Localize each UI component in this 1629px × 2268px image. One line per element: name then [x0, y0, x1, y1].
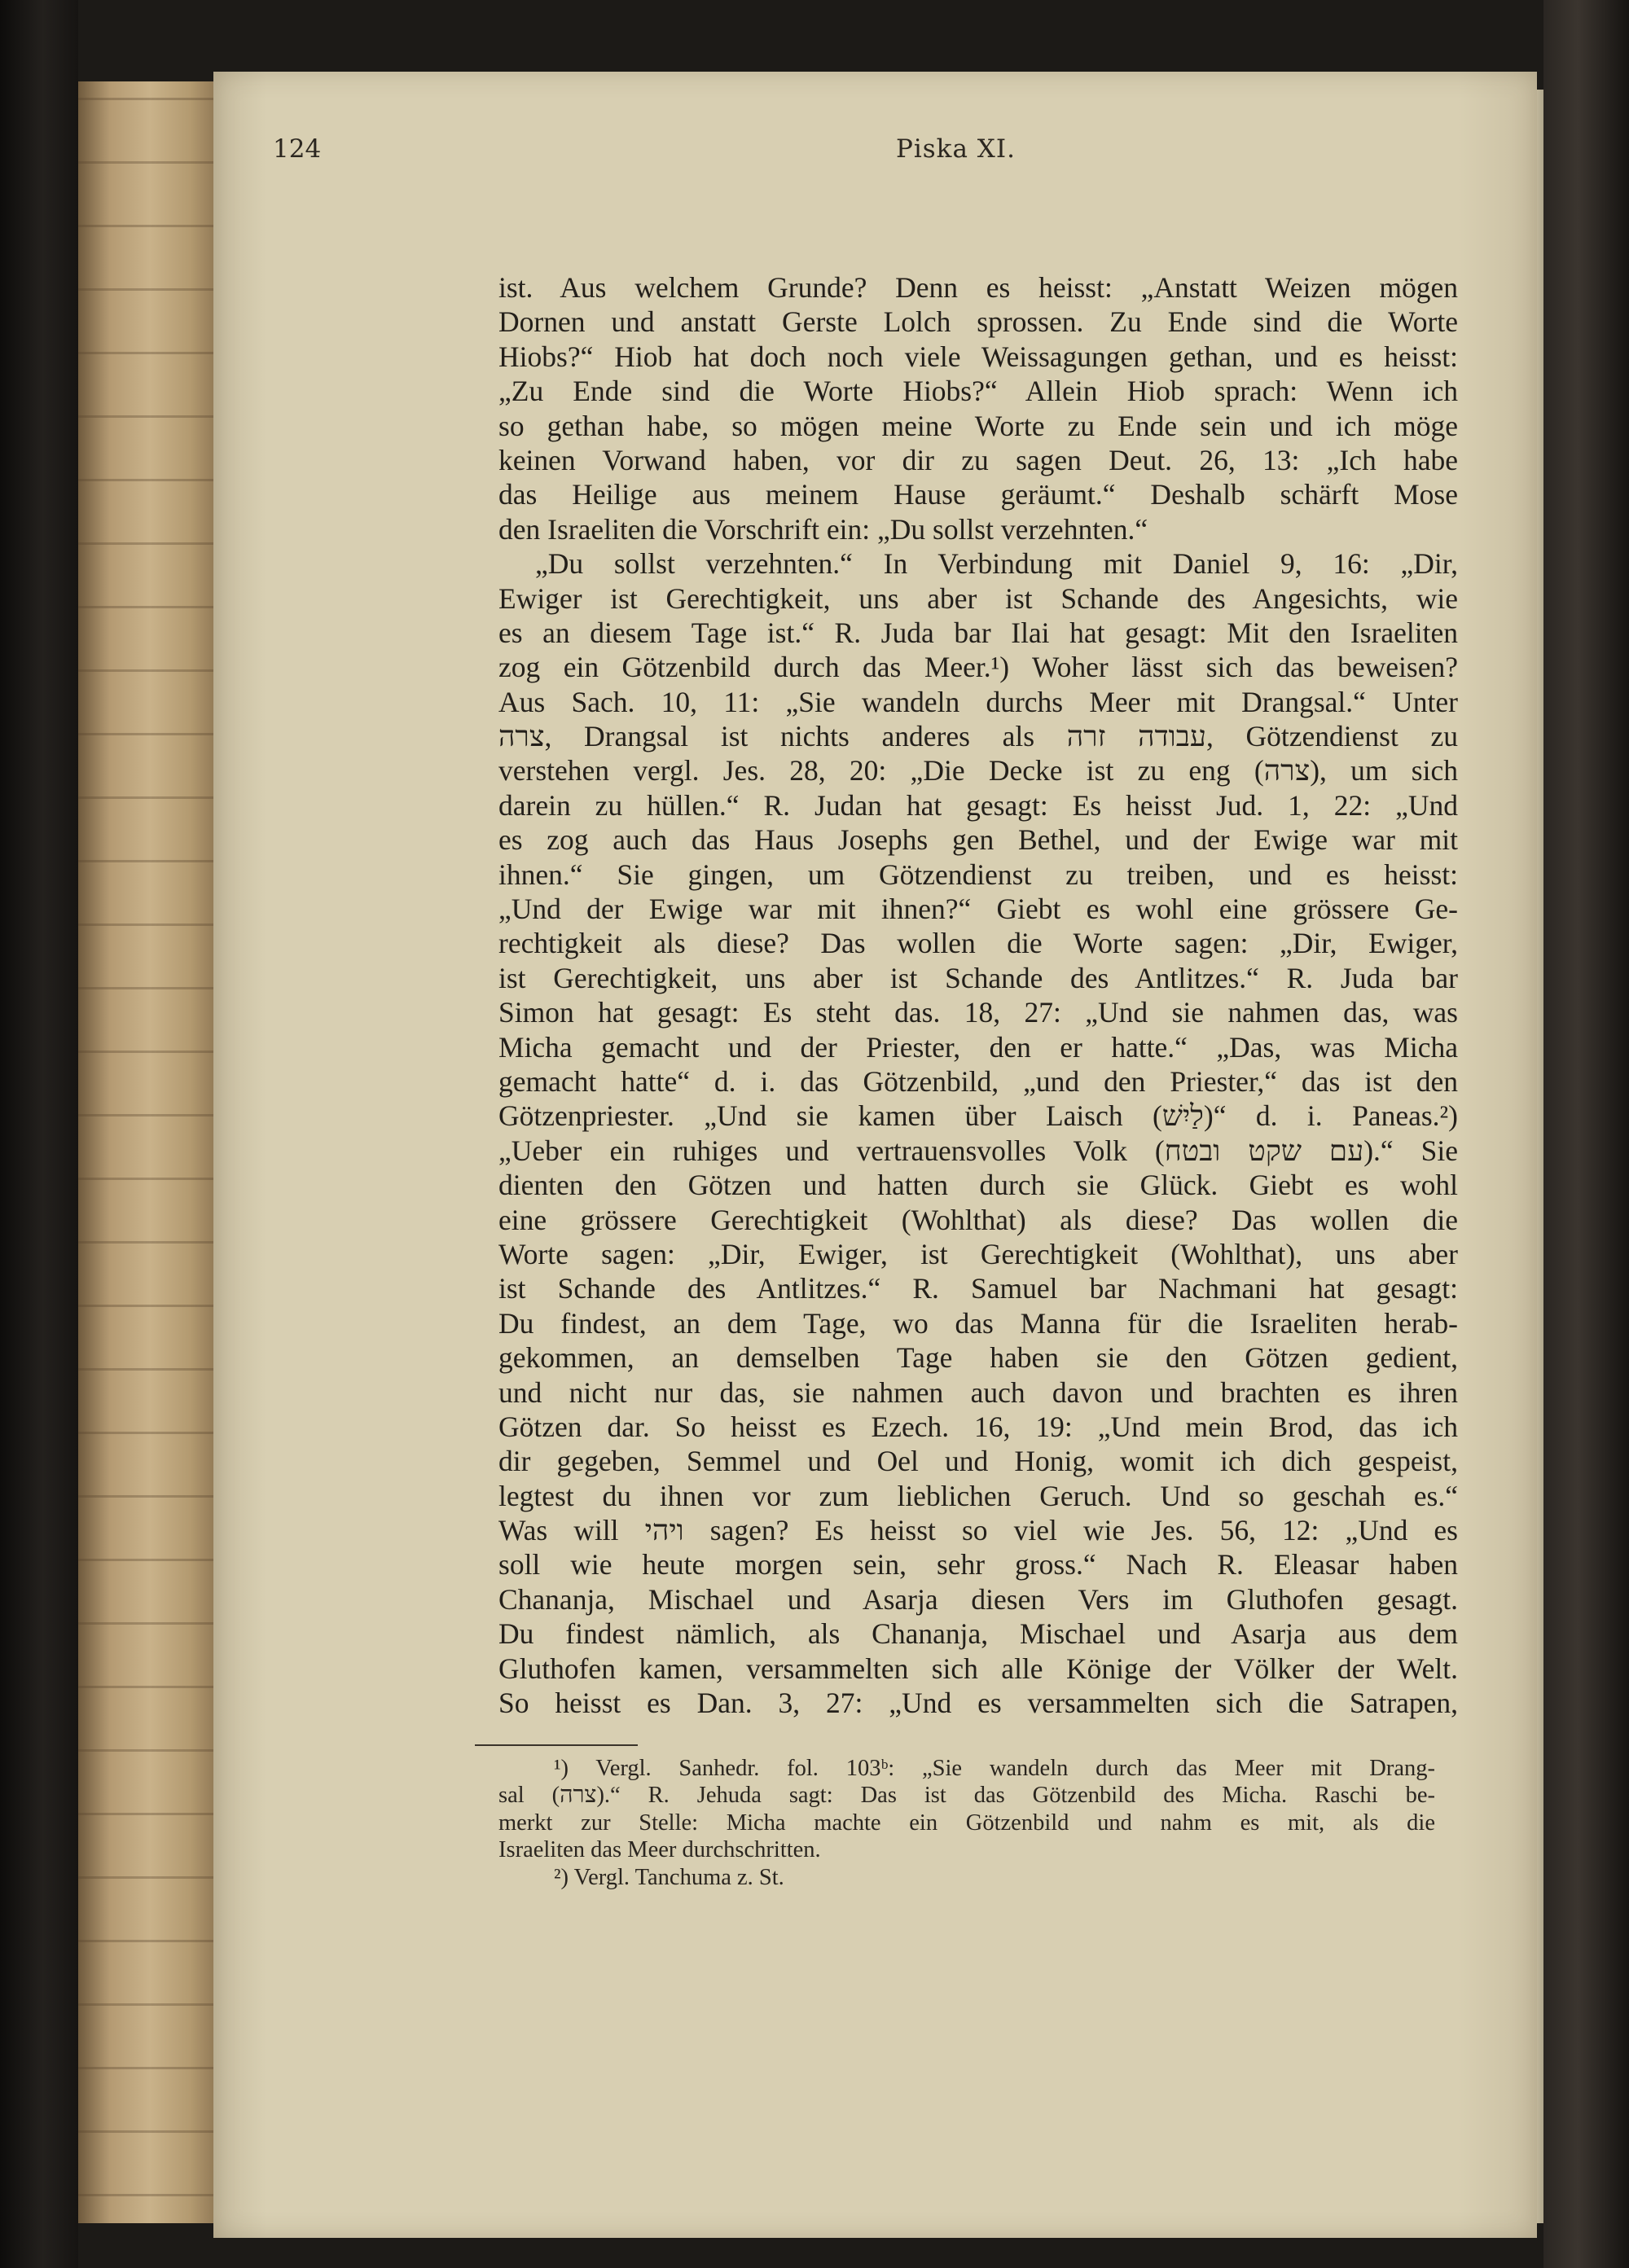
text-line: Dornen und anstatt Gerste Lolch sprossen. Zu Ende sind die Worte	[498, 305, 1458, 339]
text-line: „Und der Ewige war mit ihnen?“ Giebt es wohl eine grössere Ge-	[498, 893, 1458, 926]
text-line: Götzenpriester. „Und sie kamen über Laisch (לַיִשׁ)“ d. i. Paneas.²)	[498, 1099, 1458, 1133]
page-edge-stripe	[78, 860, 222, 862]
footnote-line: merkt zur Stelle: Micha machte ein Götzenbild und nahm es mit, als die	[498, 1810, 1435, 1836]
page-edge-stripe	[78, 2130, 222, 2133]
footnote-line: sal (צרה).“ R. Jehuda sagt: Das ist das Götzenbild des Micha. Raschi be-	[498, 1783, 1435, 1809]
text-line: Götzen dar. So heisst es Ezech. 16, 19: „Und mein Brod, das ich	[498, 1410, 1458, 1443]
page-edge-stripe	[78, 542, 222, 545]
text-line: „Du sollst verzehnten.“ In Verbindung mit Daniel 9, 16: „Dir,	[535, 547, 1458, 581]
page-edge-stripe	[78, 669, 222, 672]
page-edge-stripe	[78, 1305, 222, 1307]
page-edge-stripe	[78, 1051, 222, 1053]
footnote-line: ¹) Vergl. Sanhedr. fol. 103ᵇ: „Sie wandeln durch das Meer mit Drang-	[554, 1756, 1435, 1781]
text-line: צרה, Drangsal ist nichts anderes als עבודה זרה, Götzendienst zu	[498, 720, 1458, 753]
page-edge-stripe	[78, 1368, 222, 1371]
page-number: 124	[273, 134, 322, 164]
page-edge-stripe	[78, 161, 222, 164]
text-line: soll wie heute morgen sein, sehr gross.“ Nach R. Eleasar haben	[498, 1548, 1458, 1581]
page-edges	[78, 81, 222, 2223]
page-edge-stripe	[78, 1749, 222, 1752]
page-edge-stripe	[78, 1495, 222, 1498]
text-line: das Heilige aus meinem Hause geräumt.“ Deshalb schärft Mose	[498, 478, 1458, 511]
text-line: ist Schande des Antlitzes.“ R. Samuel bar Nachmani hat gesagt:	[498, 1272, 1458, 1305]
text-line: Gluthofen kamen, versammelten sich alle Könige der Völker der Welt.	[498, 1652, 1458, 1685]
page-edge-stripe	[78, 352, 222, 354]
text-line: keinen Vorwand haben, vor dir zu sagen Deut. 26, 13: „Ich habe	[498, 443, 1458, 476]
text-line: dir gegeben, Semmel und Oel und Honig, womit ich dich gespeist,	[498, 1445, 1458, 1478]
text-line: Worte sagen: „Dir, Ewiger, ist Gerechtigkeit (Wohlthat), uns aber	[498, 1237, 1458, 1270]
text-line: es an diesem Tage ist.“ R. Juda bar Ilai hat gesagt: Mit den Israeliten	[498, 616, 1458, 649]
footnotes	[498, 1755, 1435, 1891]
body-text	[498, 270, 1458, 1720]
page-edge-stripe	[78, 479, 222, 481]
text-line: Hiobs?“ Hiob hat doch noch viele Weissagungen gethan, und es heisst:	[498, 340, 1458, 373]
page-edge-stripe	[78, 2194, 222, 2196]
page-edge-stripe	[78, 1432, 222, 1434]
text-line: So heisst es Dan. 3, 27: „Und es versammelten sich die Satrapen,	[498, 1687, 1458, 1720]
text-line: verstehen vergl. Jes. 28, 20: „Die Decke ist zu eng (צרה), um sich	[498, 754, 1458, 787]
book-binding	[0, 0, 78, 2268]
text-line: Du findest nämlich, als Chananja, Mischael und Asarja aus dem	[498, 1617, 1458, 1651]
text-line: „Zu Ende sind die Worte Hiobs?“ Allein Hiob sprach: Wenn ich	[498, 375, 1458, 408]
page-edge-stripe	[78, 606, 222, 608]
page-edge-stripe	[78, 1241, 222, 1244]
text-line: ist Gerechtigkeit, uns aber ist Schande des Antlitzes.“ R. Juda bar	[498, 961, 1458, 994]
page-edge-stripe	[78, 1178, 222, 1180]
right-cover	[1543, 0, 1629, 2268]
text-line: Ewiger ist Gerechtigkeit, uns aber ist Schande des Angesichts, wie	[498, 581, 1458, 615]
text-line: rechtigkeit als diese? Das wollen die Worte sagen: „Dir, Ewiger,	[498, 927, 1458, 960]
text-line: darein zu hüllen.“ R. Judan hat gesagt: Es heisst Jud. 1, 22: „Und	[498, 788, 1458, 822]
text-line: Micha gemacht und der Priester, den er hatte.“ „Das, was Micha	[498, 1030, 1458, 1064]
text-line: Was will ויהי sagen? Es heisst so viel wie Jes. 56, 12: „Und es	[498, 1514, 1458, 1547]
page-edge-stripe	[78, 415, 222, 418]
page-edge-stripe	[78, 1622, 222, 1625]
page-edge-stripe	[78, 98, 222, 100]
text-line: „Ueber ein ruhiges und vertrauensvolles Volk (עם שקט ובטח).“ Sie	[498, 1134, 1458, 1167]
text-line: so gethan habe, so mögen meine Worte zu Ende sein und ich möge	[498, 409, 1458, 442]
page-edge-stripe	[78, 1813, 222, 1815]
page-edge-stripe	[78, 2003, 222, 2006]
text-line: Chananja, Mischael und Asarja diesen Vers im Gluthofen gesagt.	[498, 1582, 1458, 1616]
page-edge-stripe	[78, 1686, 222, 1688]
footnote-line: Israeliten das Meer durchschritten.	[498, 1837, 821, 1863]
text-line: Aus Sach. 10, 11: „Sie wandeln durchs Meer mit Drangsal.“ Unter	[498, 685, 1458, 718]
page-edge-stripe	[78, 987, 222, 989]
page-edge-stripe	[78, 1876, 222, 1879]
footnote-line: ²) Vergl. Tanchuma z. St.	[554, 1864, 784, 1890]
running-title: Piska XI.	[896, 134, 1016, 164]
page-edge-stripe	[78, 288, 222, 291]
text-line: eine grössere Gerechtigkeit (Wohlthat) als diese? Das wollen die	[498, 1203, 1458, 1236]
page-edge-stripe	[78, 2067, 222, 2069]
text-line: gemacht hatte“ d. i. das Götzenbild, „und den Priester,“ das ist den	[498, 1064, 1458, 1098]
page-edge-stripe	[78, 225, 222, 227]
text-line: den Israeliten die Vorschrift ein: „Du sollst verzehnten.“	[498, 512, 1148, 546]
page-edge-stripe	[78, 733, 222, 735]
text-line: gekommen, an demselben Tage haben sie den Götzen gedient,	[498, 1341, 1458, 1375]
text-line: Du findest, an dem Tage, wo das Manna für die Israeliten herab-	[498, 1306, 1458, 1340]
page-edge-stripe	[78, 796, 222, 799]
text-line: ist. Aus welchem Grunde? Denn es heisst: „Anstatt Weizen mögen	[498, 271, 1458, 304]
page-edge-stripe	[78, 923, 222, 926]
text-line: legtest du ihnen vor zum lieblichen Geruch. Und so geschah es.“	[498, 1479, 1458, 1512]
page-edge-stripe	[78, 1940, 222, 1942]
text-line: ihnen.“ Sie gingen, um Götzendienst zu treiben, und es heisst:	[498, 858, 1458, 891]
page-edge-stripe	[78, 1114, 222, 1116]
text-line: und nicht nur das, sie nahmen auch davon und brachten es ihren	[498, 1375, 1458, 1409]
text-line: zog ein Götzenbild durch das Meer.¹) Woher lässt sich das beweisen?	[498, 651, 1458, 684]
text-line: Simon hat gesagt: Es steht das. 18, 27: „Und sie nahmen das, was	[498, 996, 1458, 1029]
text-line: dienten den Götzen und hatten durch sie Glück. Giebt es wohl	[498, 1169, 1458, 1202]
text-line: es zog auch das Haus Josephs gen Bethel, und der Ewige war mit	[498, 823, 1458, 857]
footnote-divider	[475, 1744, 638, 1746]
page-edge-stripe	[78, 1559, 222, 1561]
